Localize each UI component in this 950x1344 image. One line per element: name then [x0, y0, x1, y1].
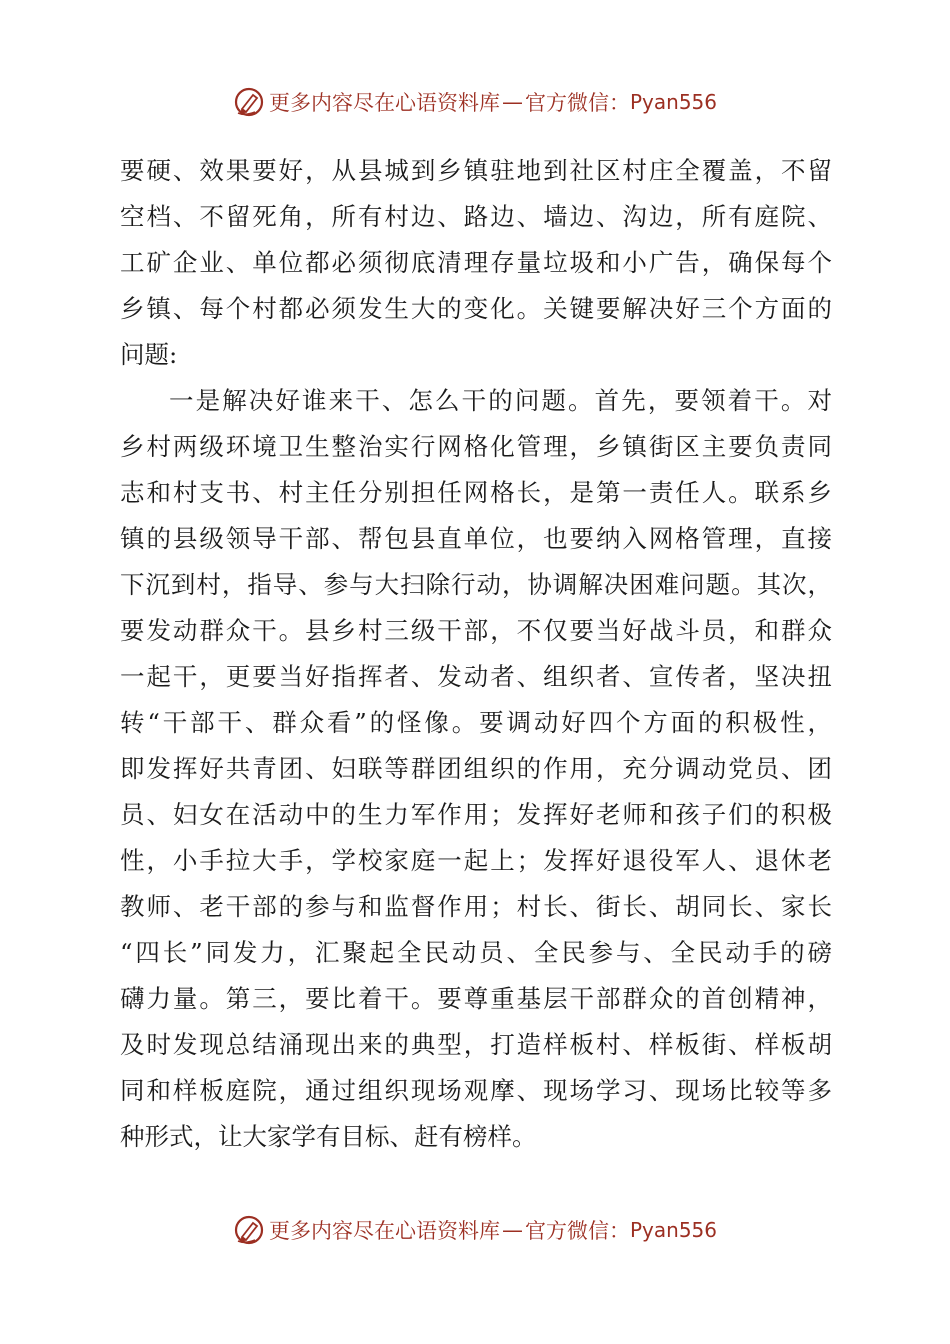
- text-line: 下沉到村，指导、参与大扫除行动，协调解决困难问题。其次，: [120, 570, 832, 599]
- text-line: 礴力量。第三，要比着干。要尊重基层干部群众的首创精神，: [120, 984, 832, 1013]
- paragraph-start-line: 一是解决好谁来干、怎么干的问题。首先，要领着干。对: [169, 386, 832, 415]
- text-line: 空档、不留死角，所有村边、路边、墙边、沟边，所有庭院、: [120, 202, 832, 231]
- text-line: 志和村支书、村主任分别担任网格长，是第一责任人。联系乡: [120, 478, 832, 507]
- watermark-account-label: 官方微信：: [524, 1219, 630, 1243]
- pen-logo-icon: [233, 1214, 265, 1246]
- watermark-account: Pyan556: [629, 1218, 717, 1242]
- text-line: 一起干，更要当好指挥者、发动者、组织者、宣传者，坚决扭: [120, 662, 832, 691]
- watermark-text: 更多内容尽在心语资料库: [268, 91, 500, 115]
- document-body: [120, 148, 832, 1160]
- watermark-text: 更多内容尽在心语资料库: [268, 1219, 500, 1243]
- text-line: 要硬、效果要好，从县城到乡镇驻地到社区村庄全覆盖，不留: [120, 156, 832, 185]
- text-line: 性，小手拉大手，学校家庭一起上；发挥好退役军人、退休老: [120, 846, 832, 875]
- text-line: 同和样板庭院，通过组织现场观摩、现场学习、现场比较等多: [120, 1076, 832, 1105]
- text-line: 转“干部干、群众看”的怪像。要调动好四个方面的积极性，: [120, 708, 832, 737]
- text-line: 员、妇女在活动中的生力军作用；发挥好老师和孩子们的积极: [120, 800, 832, 829]
- text-line: 种形式，让大家学有目标、赶有榜样。: [120, 1122, 537, 1151]
- watermark-account-label: 官方微信：: [524, 91, 630, 115]
- watermark-account: Pyan556: [629, 90, 717, 114]
- pen-logo-icon: [233, 86, 265, 118]
- text-line: 乡村两级环境卫生整治实行网格化管理，乡镇街区主要负责同: [120, 432, 832, 461]
- header-watermark: [0, 82, 950, 122]
- text-line: “四长”同发力，汇聚起全民动员、全民参与、全民动手的磅: [120, 938, 832, 967]
- text-line: 要发动群众干。县乡村三级干部，不仅要当好战斗员，和群众: [120, 616, 832, 645]
- text-line: 乡镇、每个村都必须发生大的变化。关键要解决好三个方面的: [120, 294, 832, 323]
- text-line: 及时发现总结涌现出来的典型，打造样板村、样板街、样板胡: [120, 1030, 832, 1059]
- text-line: 问题:: [120, 340, 178, 369]
- text-line: 即发挥好共青团、妇联等群团组织的作用，充分调动党员、团: [120, 754, 832, 783]
- text-line: 工矿企业、单位都必须彻底清理存量垃圾和小广告，确保每个: [120, 248, 832, 277]
- footer-watermark: [0, 1210, 950, 1250]
- watermark-separator: —: [501, 90, 523, 114]
- text-line: 镇的县级领导干部、帮包县直单位，也要纳入网格管理，直接: [120, 524, 832, 553]
- text-line: 教师、老干部的参与和监督作用；村长、街长、胡同长、家长: [120, 892, 832, 921]
- watermark-separator: —: [501, 1218, 523, 1242]
